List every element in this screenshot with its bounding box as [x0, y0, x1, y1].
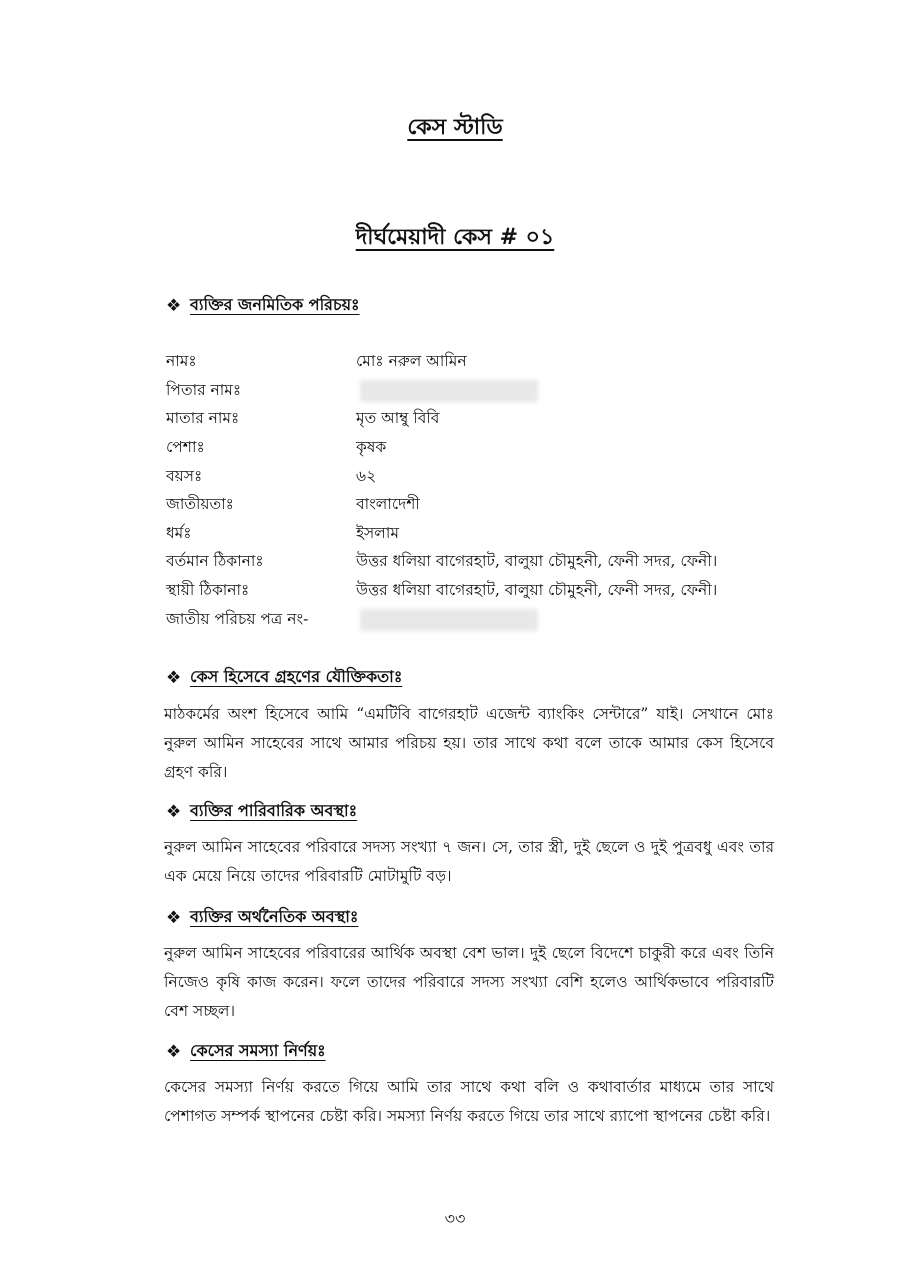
section-heading-family [166, 798, 357, 825]
info-label: বয়সঃ [166, 466, 203, 485]
info-row-occupation [166, 434, 766, 463]
section-heading-text: ব্যক্তির অর্থনৈতিক অবস্থাঃ [190, 907, 359, 926]
info-row-religion [166, 520, 766, 549]
info-label: পিতার নামঃ [166, 380, 242, 399]
info-value-redacted [356, 609, 766, 631]
info-value: উত্তর ধলিয়া বাগেরহাট, বালুয়া চৌমুহনী, ফেনী সদর, ফেনী। [356, 581, 718, 600]
info-row-name [166, 348, 766, 377]
redaction-block [360, 609, 538, 631]
info-label: জাতীয় পরিচয় পত্র নং- [166, 609, 309, 628]
info-value: মোঃ নরুল আমিন [356, 352, 467, 371]
diamond-bullet-icon: ❖ [166, 801, 182, 822]
info-label: স্থায়ী ঠিকানাঃ [166, 581, 250, 600]
info-value-redacted [356, 380, 766, 402]
info-value: কৃষক [356, 438, 387, 457]
info-value: ইসলাম [356, 523, 399, 542]
diamond-bullet-icon: ❖ [166, 667, 182, 688]
info-row-father-name [166, 377, 766, 406]
section-heading-demographic [166, 292, 360, 319]
section-heading-economic [166, 904, 358, 931]
info-label: পেশাঃ [166, 438, 205, 457]
info-row-age [166, 462, 766, 491]
info-value: মৃত আম্বু বিবি [356, 409, 440, 428]
page-number: ৩৩ [444, 1209, 466, 1228]
info-label: ধর্মঃ [166, 523, 192, 542]
info-value: উত্তর ধলিয়া বাগেরহাট, বালুয়া চৌমুহনী, ফেনী সদর, ফেনী। [356, 552, 718, 571]
diamond-bullet-icon: ❖ [166, 295, 182, 316]
info-label: মাতার নামঃ [166, 409, 240, 428]
demographic-info-table [166, 348, 766, 634]
section-heading-text: ব্যক্তির পারিবারিক অবস্থাঃ [190, 801, 358, 820]
info-value: বাংলাদেশী [356, 495, 420, 514]
section-heading-text: ব্যক্তির জনমিতিক পরিচয়ঃ [190, 295, 360, 314]
section-heading-problem [166, 1038, 326, 1065]
info-row-national-id [166, 605, 766, 634]
section-heading-text: কেসের সমস্যা নির্ণয়ঃ [190, 1041, 326, 1060]
info-row-permanent-address [166, 577, 766, 606]
diamond-bullet-icon: ❖ [166, 907, 182, 928]
info-row-present-address [166, 548, 766, 577]
section-heading-text: কেস হিসেবে গ্রহণের যৌক্তিকতাঃ [190, 667, 403, 686]
info-label: জাতীয়তাঃ [166, 495, 234, 514]
problem-paragraph: কেসের সমস্যা নির্ণয় করতে গিয়ে আমি তার সাথে কথা বলি ও কথাবার্তার মাধ্যমে তার সাথে পেশাগত সম্পর্ক স্থাপনের চেষ্টা করি। সমস্যা নির্ণয় করতে গিয়ে তার সাথে র‍্যাপো স্থাপনের চেষ্টা করি। [164, 1078, 774, 1125]
case-subtitle: দীর্ঘমেয়াদী কেস # ০১ [355, 224, 555, 250]
diamond-bullet-icon: ❖ [166, 1041, 182, 1062]
redaction-block [360, 380, 538, 402]
info-label: বর্তমান ঠিকানাঃ [166, 552, 264, 571]
economic-paragraph: নুরুল আমিন সাহেবের পরিবারের আর্থিক অবস্থা বেশ ভাল। দুই ছেলে বিদেশে চাকুরী করে এবং তিনি নিজেও কৃষি কাজ করেন। ফলে তাদের পরিবারে সদস্য সংখ্যা বেশি হলেও আর্থিকভাবে পরিবারটি বেশ সচ্ছল। [164, 944, 774, 1020]
info-label: নামঃ [166, 352, 197, 371]
justification-paragraph: মাঠকর্মের অংশ হিসেবে আমি “এমটিবি বাগেরহাট এজেন্ট ব্যাংকিং সেন্টারে” যাই। সেখানে মোঃ নুরুল আমিন সাহেবের সাথে আমার পরিচয় হয়। তার সাথে কথা বলে তাকে আমার কেস হিসেবে গ্রহণ করি। [164, 705, 774, 781]
info-row-mother-name [166, 405, 766, 434]
page-title: কেস স্টাডি [407, 114, 503, 140]
family-paragraph: নুরুল আমিন সাহেবের পরিবারে সদস্য সংখ্যা ৭ জন। সে, তার স্ত্রী, দুই ছেলে ও দুই পুত্রবধু এবং তার এক মেয়ে নিয়ে তাদের পরিবারটি মোটামুটি বড়। [164, 838, 774, 885]
info-row-nationality [166, 491, 766, 520]
info-value: ৬২ [356, 466, 377, 485]
section-heading-justification [166, 664, 402, 691]
